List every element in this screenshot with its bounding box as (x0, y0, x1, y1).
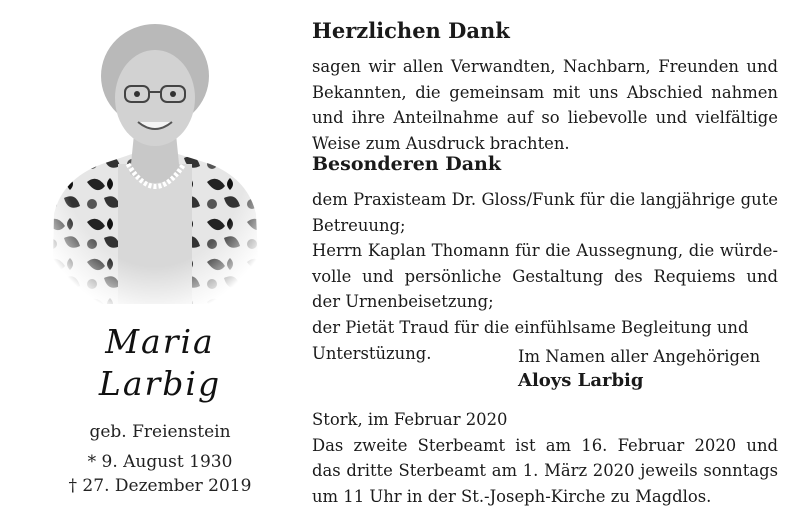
thanks-line: Weise zum Ausdruck brachten. (312, 133, 570, 153)
notice-paragraph (312, 407, 778, 509)
first-name: Maria (105, 322, 215, 361)
special-thanks-line: dem Praxisteam Dr. Gloss/Funk für die langjährige gute (312, 190, 778, 209)
special-thanks-line: der Urnenbeisetzung; (312, 292, 494, 312)
special-thanks-paragraph (312, 187, 778, 366)
thanks-line: Bekannten, die gemeinsam mit uns Abschied nahmen (312, 82, 778, 102)
special-thanks-line: der Pietät Traud für die einfühlsame Begleitung und (312, 317, 749, 337)
special-thanks-line: Herrn Kaplan Thomann für die Aussegnung, die würde- (312, 241, 778, 261)
special-thanks-line: volle und persönliche Gestaltung des Requiems und (312, 266, 778, 286)
portrait-icon (42, 14, 268, 304)
thanks-heading: Herzlichen Dank (312, 18, 510, 43)
last-name: Larbig (98, 364, 222, 403)
signatory-name: Aloys Larbig (518, 370, 644, 391)
portrait-photo (42, 14, 268, 304)
special-thanks-line: Betreuung; (312, 215, 406, 235)
birth-date: * 9. August 1930 (87, 452, 233, 472)
notice-line: Das zweite Sterbeamt ist am 16. Februar 2020 und (312, 435, 778, 455)
notice-line: das dritte Sterbeamt am 1. März 2020 jeweils sonntags (312, 461, 778, 481)
death-date: † 27. Dezember 2019 (68, 476, 252, 496)
thanks-line: sagen wir allen Verwandten, Nachbarn, Freunden und (312, 57, 778, 76)
thanks-line: und ihre Anteilnahme auf so liebevolle und vielfältige (312, 108, 778, 128)
special-thanks-heading: Besonderen Dank (312, 153, 501, 175)
thanks-paragraph (312, 54, 778, 156)
notice-line: um 11 Uhr in der St.-Joseph-Kirche zu Magdlos. (312, 486, 712, 506)
on-behalf-text: Im Namen aller Angehörigen (518, 347, 761, 366)
special-thanks-line: Unterstüzung. (312, 343, 432, 363)
maiden-name: geb. Freienstein (89, 422, 231, 442)
notice-line: Stork, im Februar 2020 (312, 410, 508, 429)
